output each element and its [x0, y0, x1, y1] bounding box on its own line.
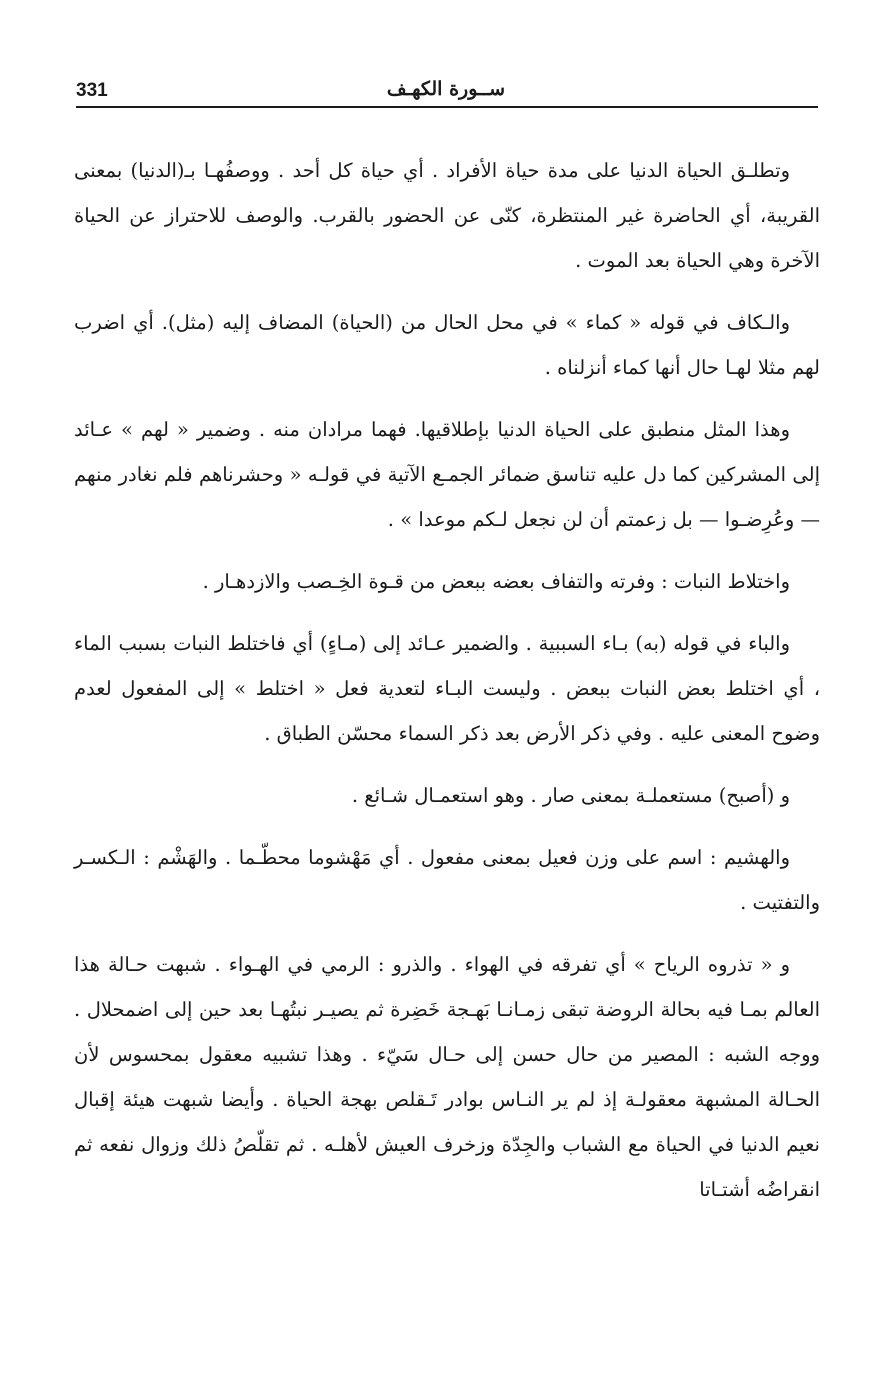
page-number: 331	[76, 80, 108, 101]
paragraph: والهشيم : اسم على وزن فعيل بمعنى مفعول . أي مَهْشوما محطّـما . والهَشْم : الـكسـر والتفتيت .	[74, 846, 820, 914]
running-title: ســورة الكهـف	[386, 78, 506, 100]
page-header	[76, 78, 818, 108]
page-body	[74, 148, 820, 1229]
paragraph: والـكاف في قوله « كماء » في محل الحال من (الحياة) المضاف إليه (مثل). أي اضرب لهم مثلا لهـا حال أنها كماء أنزلناه .	[74, 311, 820, 379]
paragraph: و (أصبح) مستعملـة بمعنى صار . وهو استعمـال شـائع .	[351, 784, 790, 807]
paragraph: وهذا المثل منطبق على الحياة الدنيا بإطلاقيها. فهما مرادان منه . وضمير « لهم » عـائد إلى المشركين كما دل عليه تناسق ضمائر الجمـع الآتية في قولـه « وحشرناهم فلم نغادر منهم — وعُرِضـوا — بل زعمتم أن لن نجعل لـكم موعدا » .	[74, 418, 820, 531]
paragraph: و « تذروه الرياح » أي تفرقه في الهواء . والذرو : الرمي في الهـواء . شبهت حـالة هذا العالم بمـا فيه بحالة الروضة تبقى زمـانـا بَهـجة خَضِرة ثم يصيـر نبتُهـا بعد حين إلى اضمحلال . ووجه الشبه : المصير من حال حسن إلى حـال سَيّء . وهذا تشبيه معقول بمحسوس لأن الحـالة المشبهة معقولـة إذ لم ير النـاس بوادر تَـقلص بهجة الحياة . وأيضا شبهت هيئة إقبال نعيم الدنيا في الحياة مع الشباب والجِدّة وزخرف العيش لأهلـه . ثم تقلّصُ ذلك وزوال نفعه ثم انقراضُه أشتـاتا	[74, 953, 820, 1201]
paragraph: والباء في قوله (به) بـاء السببية . والضمير عـائد إلى (مـاءٍ) أي فاختلط النبات بسبب الماء ، أي اختلط بعض النبات ببعض . وليست البـاء لتعدية فعل « اختلط » إلى المفعول لعدم وضوح المعنى عليه . وفي ذكر الأرض بعد ذكر السماء محسّن الطباق .	[74, 632, 820, 745]
paragraph: واختلاط النبات : وفرته والتفاف بعضه ببعض من قـوة الخِـصب والازدهـار .	[202, 570, 790, 593]
paragraph: وتطلـق الحياة الدنيا على مدة حياة الأفراد . أي حياة كل أحد . ووصفُهـا بـ(الدنيا) بمعنى القريبة، أي الحاضرة غير المنتظرة، كنّى عن الحضور بالقرب. والوصف للاحتراز عن الحياة الآخرة وهي الحياة بعد الموت .	[74, 159, 820, 272]
